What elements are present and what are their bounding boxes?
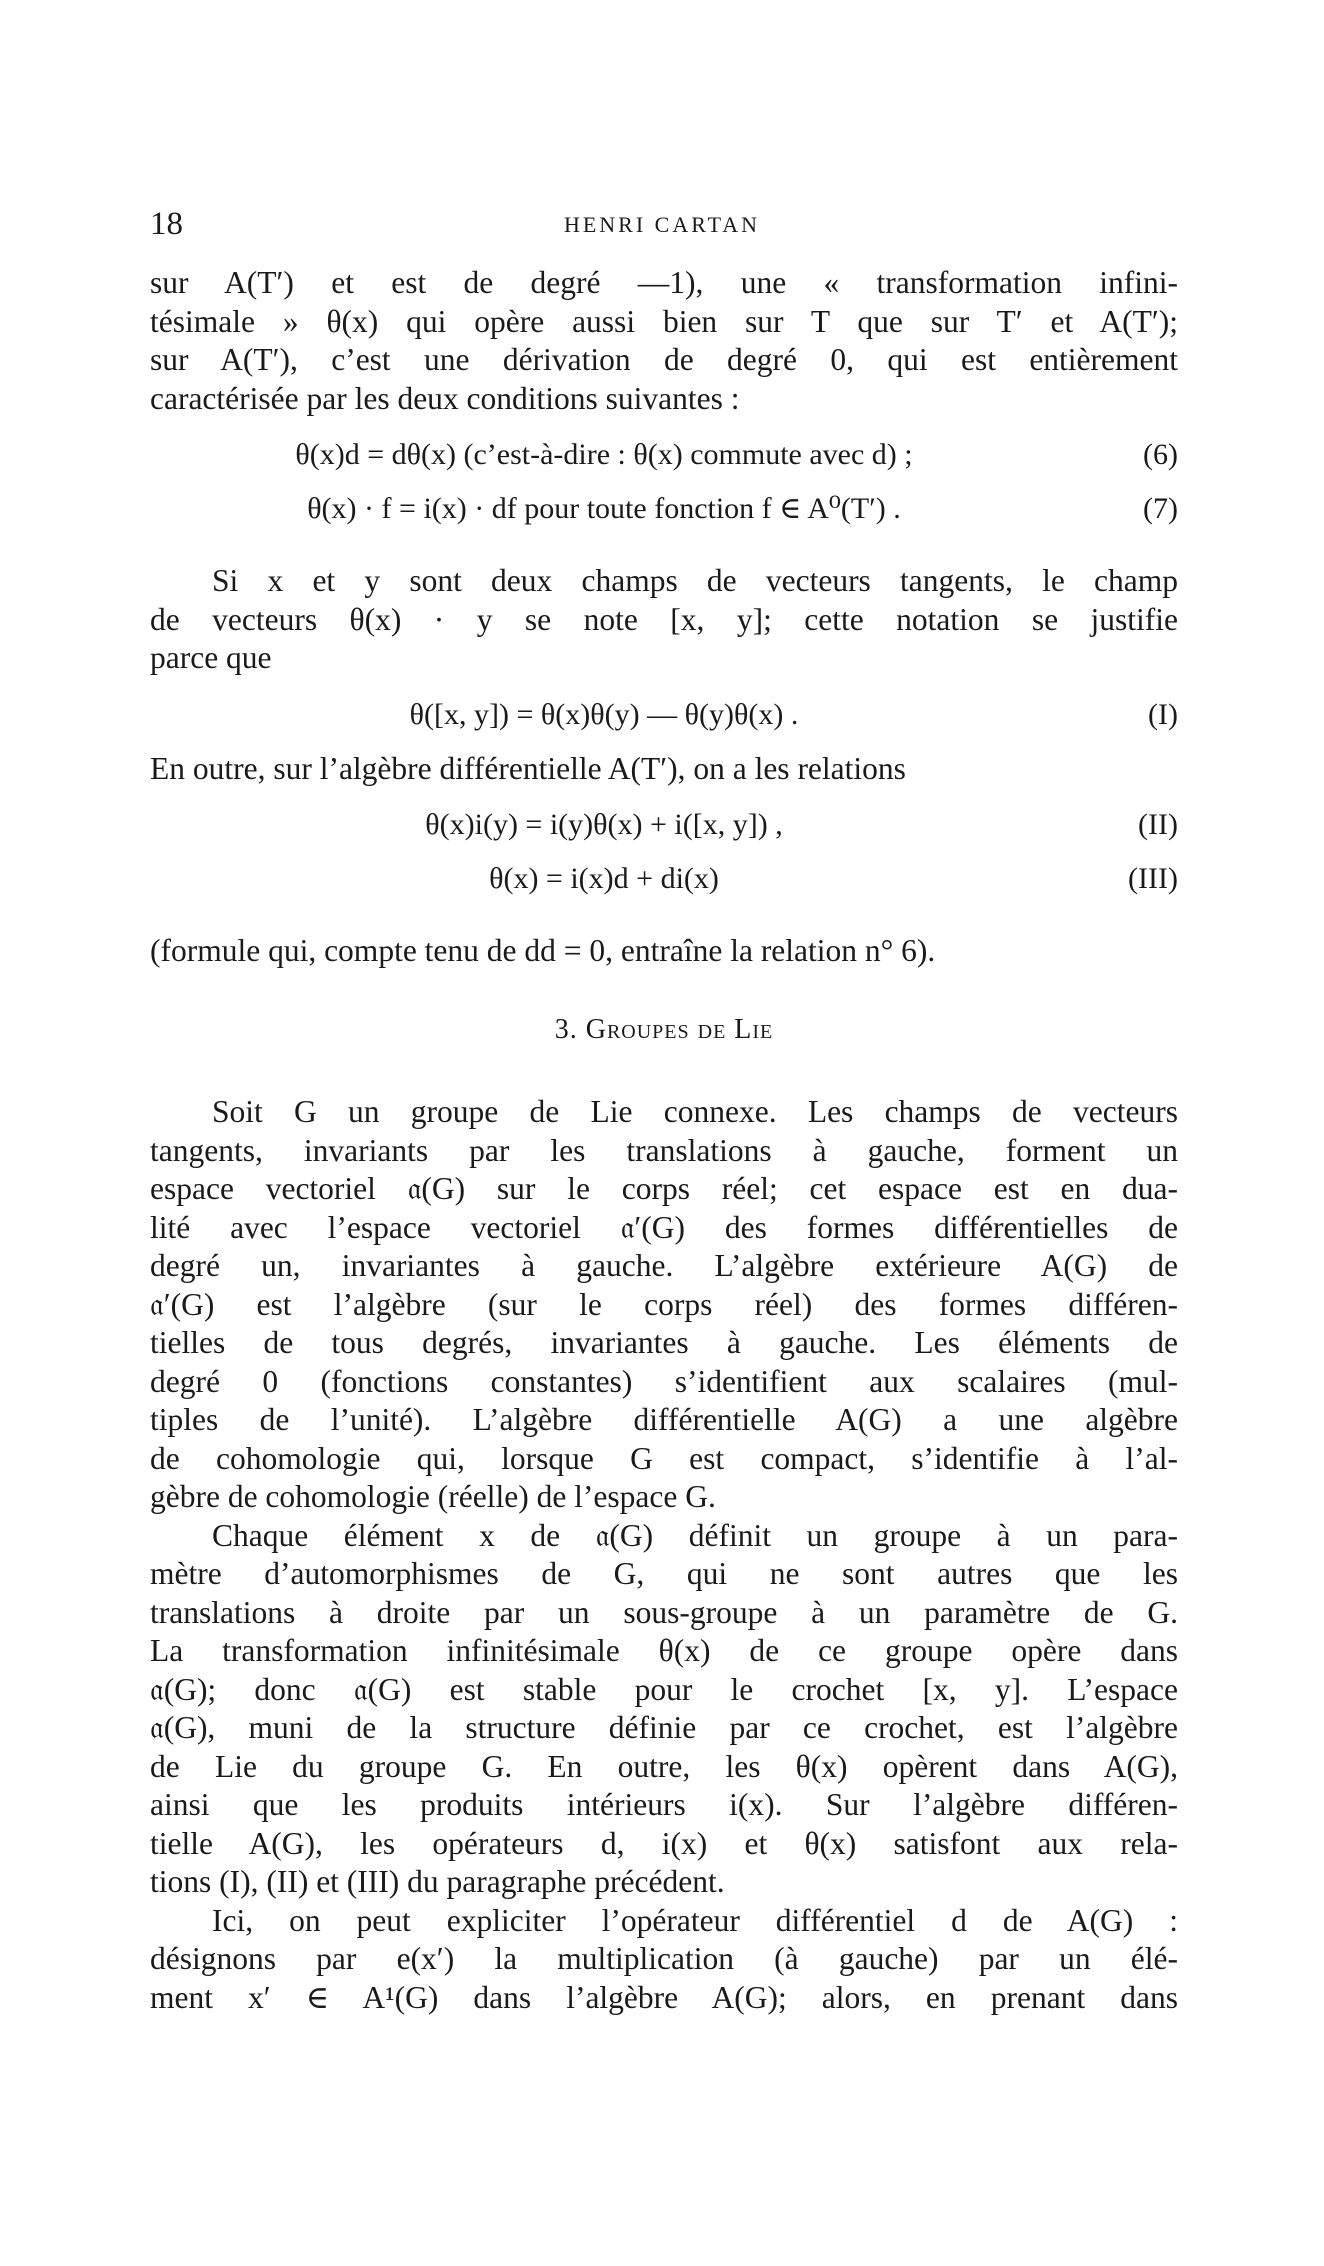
- page-number: 18: [150, 206, 183, 242]
- equation-II: [150, 806, 1178, 860]
- text-line: caractérisée par les deux conditions suivantes :: [150, 380, 740, 416]
- running-head: HENRI CARTAN: [563, 212, 761, 237]
- text-line: de vecteurs θ(x) · y se note [x, y]; cette notation se justifie: [150, 601, 1178, 637]
- text-line: (formule qui, compte tenu de dd = 0, entraîne la relation n° 6).: [150, 933, 936, 968]
- text-line: Si x et y sont deux champs de vecteurs tangents, le champ: [212, 563, 1178, 598]
- text-line: Ici, on peut expliciter l’opérateur différentiel d de A(G) :: [212, 1902, 1178, 1938]
- equation-number: (7): [1143, 492, 1178, 525]
- text-line: translations à droite par un sous-groupe à un paramètre de G.: [150, 1594, 1178, 1630]
- page-header: [150, 206, 1174, 246]
- text-line: de Lie du groupe G. En outre, les θ(x) opèrent dans A(G),: [150, 1748, 1178, 1784]
- equation-expression: θ(x) · f = i(x) · df pour toute fonction f ∈ A⁰(T′) .: [307, 492, 901, 525]
- text-line: tésimale » θ(x) qui opère aussi bien sur T que sur T′ et A(T′);: [150, 303, 1178, 339]
- equation-expression: θ(x) = i(x)d + di(x): [489, 862, 719, 895]
- text-line: parce que: [150, 640, 272, 675]
- text-line: de cohomologie qui, lorsque G est compact, s’identifie à l’al-: [150, 1440, 1178, 1476]
- text-line: Chaque élément x de 𝔞(G) définit un groupe à un para-: [212, 1517, 1178, 1553]
- text-line: Soit G un groupe de Lie connexe. Les champs de vecteurs: [212, 1094, 1178, 1129]
- text-line: tiples de l’unité). L’algèbre différentielle A(G) a une algèbre: [150, 1402, 1178, 1437]
- paragraph-7: [150, 1902, 1178, 2018]
- text-line: 𝔞(G); donc 𝔞(G) est stable pour le crochet [x, y]. L’espace: [150, 1671, 1178, 1707]
- text-line: gèbre de cohomologie (réelle) de l’espace G.: [150, 1479, 716, 1514]
- text-line: degré 0 (fonctions constantes) s’identifient aux scalaires (mul-: [150, 1363, 1178, 1399]
- text-line: ainsi que les produits intérieurs i(x). Sur l’algèbre différen-: [150, 1787, 1178, 1822]
- equation-number: (III): [1128, 862, 1178, 895]
- text-line: sur A(T′) et est de degré —1), une « transformation infini-: [150, 265, 1178, 300]
- equation-expression: θ(x)d = dθ(x) (c’est-à-dire : θ(x) commute avec d) ;: [295, 438, 913, 471]
- paragraph-4: [150, 932, 1178, 971]
- text-line: ment x′ ∈ A¹(G) dans l’algèbre A(G); alors, en prenant dans: [150, 1979, 1178, 2015]
- paragraph-2: [150, 562, 1178, 678]
- section-number: 3.: [554, 1013, 578, 1045]
- text-line: mètre d’automorphismes de G, qui ne sont autres que les: [150, 1556, 1178, 1591]
- page-body: [150, 264, 1178, 2017]
- equation-I: [150, 696, 1178, 750]
- equation-7: [150, 490, 1178, 544]
- text-line: tielles de tous degrés, invariantes à gauche. Les éléments de: [150, 1325, 1178, 1360]
- text-line: En outre, sur l’algèbre différentielle A(T′), on a les relations: [150, 750, 906, 786]
- text-line: tangents, invariants par les translations à gauche, forment un: [150, 1132, 1178, 1168]
- equation-expression: θ(x)i(y) = i(y)θ(x) + i([x, y]) ,: [425, 808, 783, 841]
- equation-number: (6): [1143, 438, 1178, 471]
- equation-6: [150, 436, 1178, 490]
- text-line: degré un, invariantes à gauche. L’algèbre extérieure A(G) de: [150, 1248, 1178, 1283]
- text-line: espace vectoriel 𝔞(G) sur le corps réel; cet espace est en dua-: [150, 1171, 1178, 1206]
- text-line: La transformation infinitésimale θ(x) de ce groupe opère dans: [150, 1633, 1178, 1668]
- text-line: tions (I), (II) et (III) du paragraphe précédent.: [150, 1864, 725, 1899]
- paragraph-5: [150, 1093, 1178, 1517]
- paragraph-1: [150, 264, 1178, 418]
- section-heading: [150, 1011, 1178, 1050]
- equation-number: (I): [1148, 697, 1178, 731]
- text-line: sur A(T′), c’est une dérivation de degré 0, qui est entièrement: [150, 342, 1178, 377]
- text-line: désignons par e(x′) la multiplication (à gauche) par un élé-: [150, 1941, 1178, 1976]
- paragraph-3: [150, 750, 1178, 789]
- text-line: lité avec l’espace vectoriel 𝔞′(G) des formes différentielles de: [150, 1209, 1178, 1245]
- equation-number: (II): [1138, 808, 1178, 841]
- equation-III: [150, 860, 1178, 914]
- text-line: 𝔞′(G) est l’algèbre (sur le corps réel) des formes différen-: [150, 1286, 1178, 1322]
- paragraph-6: [150, 1517, 1178, 1902]
- section-title: Groupes de Lie: [585, 1013, 774, 1045]
- text-line: 𝔞(G), muni de la structure définie par ce crochet, est l’algèbre: [150, 1710, 1178, 1745]
- text-line: tielle A(G), les opérateurs d, i(x) et θ(x) satisfont aux rela-: [150, 1825, 1178, 1861]
- equation-expression: θ([x, y]) = θ(x)θ(y) — θ(y)θ(x) .: [409, 697, 799, 731]
